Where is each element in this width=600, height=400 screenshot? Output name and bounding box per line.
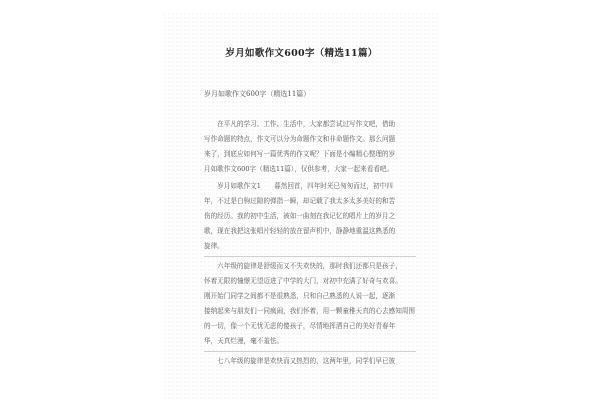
- document-body: [204, 117, 416, 371]
- paragraph-intro: 在平凡的学习、工作、生活中，大家都尝试过写作文吧，借助 写作命题的特点，作文可以分为命题作文和非命题作文。那么问题 来了，到底应如何写一篇优秀的作文呢？下面是小编精心整理的岁 月如歌作文600字（精选11篇），仅供参考，大家一起来看看吧。: [204, 120, 396, 173]
- document-page: [163, 12, 440, 400]
- paragraph-grade-seven-eight: 七八年级的旋律是欢快而又热烈的，这两年里，同学们早已彼: [204, 357, 396, 365]
- document-title: 岁月如歌作文600字（精选11篇）: [225, 48, 378, 59]
- divider: [204, 256, 416, 257]
- divider: [204, 351, 416, 352]
- document-subtitle: 岁月如歌作文600字（精选11篇）: [204, 90, 311, 98]
- paragraph-grade-six: 六年级的旋律是舒缓而又不失欢快的，那时我们还都只是孩子， 怀着无限的憧憬无望迈进了中学的大门，对初中充满了好奇与欢喜。 刚开始门同学之间都不是很熟悉，只和自己熟悉的人说一起，逐渐 接纳起来与朋友们一同疯闹，我们怀着，用一颗童稚天真的心去感知周围 的一切，像一个无忧无虑的傻孩子，尽情地挥洒自己的美好青春年 华，天真烂漫，毫不羞怯。: [204, 262, 415, 345]
- paragraph-essay-1: 岁月如歌作文1 暮然回首，四年时光已匆匆而过，初中四 年，不过是白驹过隙的弹指一瞬，却记载了我太多太多美好的和苦 伤的经历。我的初中生活，被如一曲刻在我记忆的唱片上的岁月之 歌，现在我把这张唱片轻轻的放在留声机中，静静地重温这熟悉的 旋律。: [204, 182, 396, 250]
